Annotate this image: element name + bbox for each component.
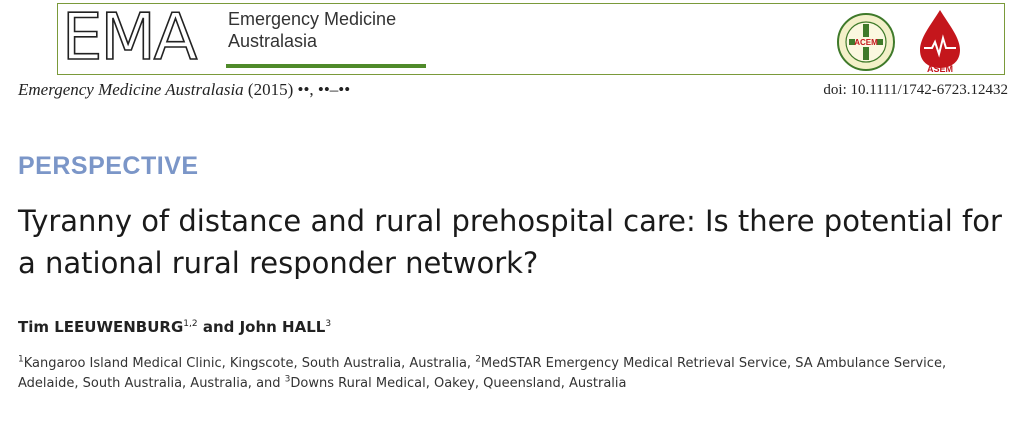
author-list [18, 318, 331, 336]
affiliation-number: 2 [475, 354, 481, 365]
publication-year: (2015) [247, 80, 294, 99]
author-connector: and [197, 318, 240, 336]
citation-line [18, 80, 350, 100]
author-name[interactable]: Tim LEEUWENBURG [18, 318, 184, 336]
doi-link[interactable]: doi: 10.1111/1742-6723.12432 [823, 82, 1008, 98]
affiliation-text: Downs Rural Medical, Oakey, Queensland, Australia [290, 376, 627, 391]
asem-logo-icon [916, 8, 964, 74]
asem-logo-text: ASEM [926, 64, 954, 74]
acem-seal-icon [836, 12, 896, 72]
journal-name-line2: Australasia [228, 31, 318, 51]
section-label: PERSPECTIVE [18, 152, 199, 180]
affiliation-number: 1 [18, 354, 24, 365]
acem-seal-text: ACEM [854, 38, 878, 47]
affiliation-text: Kangaroo Island Medical Clinic, Kingscote, South Australia, Australia, [23, 356, 476, 371]
journal-banner [57, 3, 1005, 75]
journal-title: Emergency Medicine Australasia [18, 80, 244, 99]
volume-pages: ••, ••–•• [297, 80, 351, 99]
affiliation-superscript: 1,2 [183, 319, 198, 329]
author-name[interactable]: John HALL [239, 318, 326, 336]
affiliation-number: 3 [284, 374, 291, 385]
affiliation-superscript: 3 [325, 319, 332, 329]
journal-name-line1: Emergency Medicine [228, 9, 397, 29]
article-title: Tyranny of distance and rural prehospital care: Is there potential for a national rural responder network? [18, 204, 1002, 280]
ema-logo: EMA [62, 1, 196, 75]
affiliations [18, 354, 1008, 394]
affiliation-text: MedSTAR Emergency Medical Retrieval Service, SA Ambulance Service, Adelaide, South Australia, Australia, and [18, 356, 947, 391]
banner-green-rule [226, 64, 426, 68]
